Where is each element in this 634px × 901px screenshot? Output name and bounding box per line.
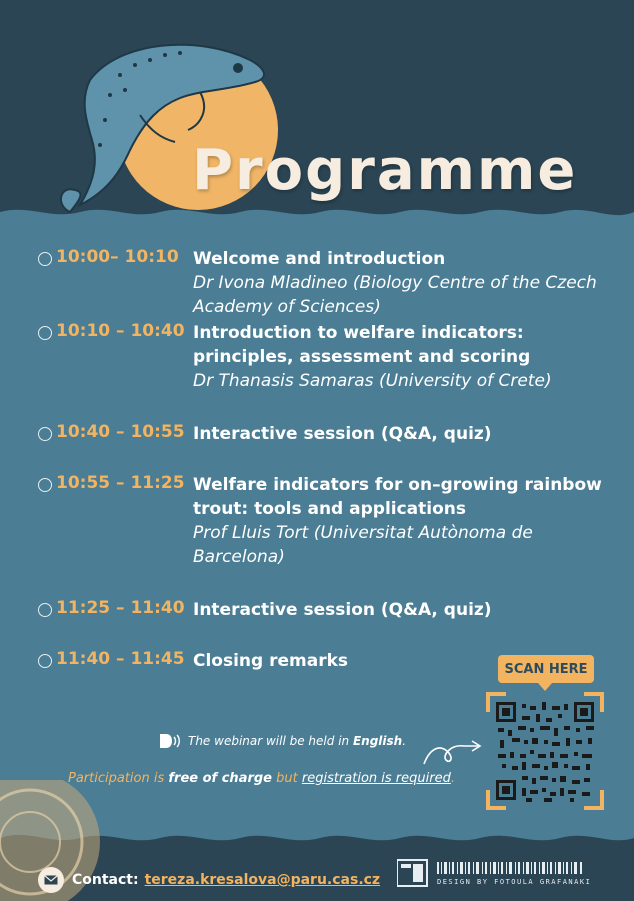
bullet-icon <box>38 252 52 266</box>
language-suffix: . <box>402 734 407 748</box>
designer-credit: DESIGN BY FOTOULA GRAFANAKI <box>437 878 592 886</box>
language-name: English <box>352 734 403 748</box>
language-prefix: The webinar will be held in <box>188 734 350 748</box>
agenda-time: 10:40 – 10:55 <box>56 422 185 442</box>
agenda-time: 10:00– 10:10 <box>56 247 179 267</box>
agenda-time: 10:55 – 11:25 <box>56 473 185 493</box>
agenda-talk: Interactive session (Q&A, quiz) <box>193 424 492 444</box>
agenda-talk: Closing remarks <box>193 651 349 671</box>
agenda-talk: Welfare indicators for on–growing rainbow trout: tools and applications <box>193 475 602 519</box>
agenda-time: 11:40 – 11:45 <box>56 649 185 669</box>
bullet-icon <box>38 478 52 492</box>
page-title: Programme <box>192 138 578 203</box>
bullet-icon <box>38 603 52 617</box>
bullet-icon <box>38 654 52 668</box>
agenda-talk: Welcome and introduction <box>193 249 446 269</box>
participation-text-3: . <box>450 771 455 786</box>
contact-label: Contact: <box>72 872 139 888</box>
agenda-talk: Introduction to welfare indicators: principles, assessment and scoring <box>193 323 531 367</box>
scan-bubble-tail <box>538 683 552 691</box>
language-note <box>158 732 406 750</box>
participation-note <box>68 771 455 786</box>
arrow-icon <box>420 738 486 768</box>
speaker-icon <box>158 732 182 750</box>
bullet-icon <box>38 427 52 441</box>
scan-here-label: SCAN HERE <box>498 655 594 683</box>
bullet-icon <box>38 326 52 340</box>
agenda-speaker: Dr Ivona Mladineo (Biology Centre of the Czech Academy of Sciences) <box>193 273 597 317</box>
participation-text-1: Participation is <box>68 771 169 786</box>
agenda-talk: Interactive session (Q&A, quiz) <box>193 600 492 620</box>
agenda-time: 10:10 – 10:40 <box>56 321 185 341</box>
mail-icon <box>38 867 64 893</box>
participation-text-2: but <box>272 771 302 786</box>
qr-code[interactable] <box>486 692 604 810</box>
contact-email-link[interactable]: tereza.kresalova@paru.cas.cz <box>144 872 381 888</box>
contact <box>38 867 380 893</box>
agenda-speaker: Prof Lluis Tort (Universitat Autònoma de Barcelona) <box>193 523 533 567</box>
agenda-time: 11:25 – 11:40 <box>56 598 185 618</box>
free-of-charge-text: free of charge <box>168 771 272 786</box>
agenda-speaker: Dr Thanasis Samaras (University of Crete) <box>193 371 552 391</box>
registration-link[interactable]: registration is required <box>301 771 451 786</box>
